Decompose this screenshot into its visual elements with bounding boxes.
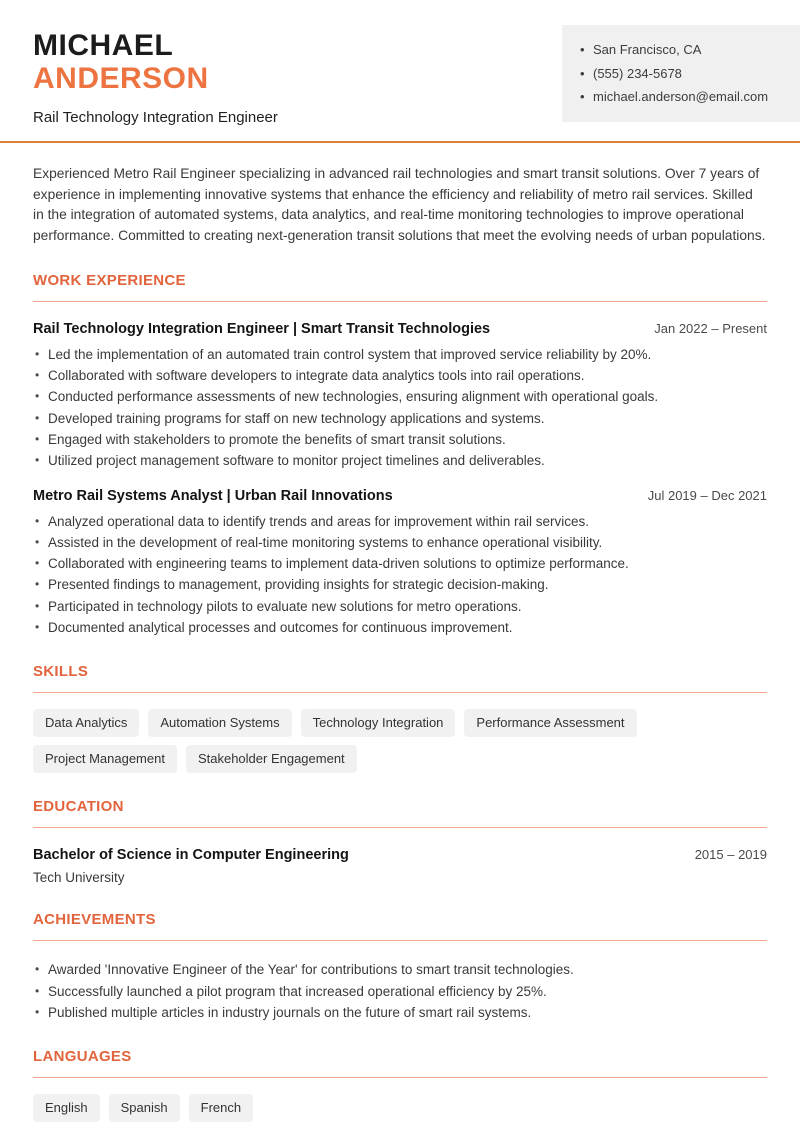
section-education <box>33 799 767 886</box>
job-entry <box>33 488 767 639</box>
bullet-item: • Analyzed operational data to identify trends and areas for improvement within rail services. <box>33 511 767 532</box>
bullet-item: • Collaborated with engineering teams to implement data-driven solutions to optimize performance. <box>33 553 767 574</box>
bullet-item: • Participated in technology pilots to evaluate new solutions for metro operations. <box>33 596 767 617</box>
first-name: MICHAEL <box>33 29 174 62</box>
bullet-item: • Led the implementation of an automated train control system that improved service reliability by 20%. <box>33 344 767 365</box>
language-tag: Spanish <box>109 1094 180 1122</box>
job-title: Rail Technology Integration Engineer | Smart Transit Technologies <box>33 320 491 337</box>
contact-card <box>562 25 800 122</box>
bullet-item: • Awarded 'Innovative Engineer of the Year' for contributions to smart transit technologies. <box>33 959 767 980</box>
skills-heading: SKILLS <box>33 664 767 693</box>
skill-tag: Automation Systems <box>148 709 291 737</box>
job-bullet-list <box>33 344 767 472</box>
bullet-item: • Successfully launched a pilot program that increased operational efficiency by 25%. <box>33 981 767 1002</box>
header-divider <box>0 141 800 143</box>
contact-list <box>580 38 784 109</box>
last-name: ANDERSON <box>33 62 209 95</box>
skill-tag: Project Management <box>33 745 177 773</box>
skill-tag: Data Analytics <box>33 709 139 737</box>
bullet-item: • Collaborated with software developers to integrate data analytics tools into rail operations. <box>33 365 767 386</box>
skills-pill-row <box>33 709 767 773</box>
school-name: Tech University <box>33 870 125 886</box>
bullet-item: • Utilized project management software to monitor project timelines and deliverables. <box>33 450 767 471</box>
education-entry <box>33 847 767 886</box>
job-entry-head <box>33 321 767 337</box>
section-skills <box>33 664 767 773</box>
language-tag: English <box>33 1094 100 1122</box>
bullet-item: • Presented findings to management, providing insights for strategic decision-making. <box>33 574 767 595</box>
resume-body <box>0 164 800 1122</box>
job-bullet-list <box>33 511 767 639</box>
bullet-item: • Developed training programs for staff on new technology applications and systems. <box>33 408 767 429</box>
education-dates: 2015 – 2019 <box>694 847 767 863</box>
job-entry <box>33 321 767 472</box>
section-achievements <box>33 912 767 1023</box>
section-work-experience <box>33 273 767 639</box>
job-headline: Rail Technology Integration Engineer <box>33 109 278 126</box>
job-dates: Jul 2019 – Dec 2021 <box>647 487 767 503</box>
contact-phone: • (555) 234-5678 <box>580 62 784 86</box>
degree-title: Bachelor of Science in Computer Engineering <box>33 847 349 864</box>
job-entry-head <box>33 488 767 504</box>
bullet-item: • Documented analytical processes and outcomes for continuous improvement. <box>33 617 767 638</box>
languages-pill-row <box>33 1094 767 1122</box>
education-entry-head <box>33 847 767 863</box>
work-experience-heading: WORK EXPERIENCE <box>33 273 767 302</box>
bullet-item: • Assisted in the development of real-time monitoring systems to enhance operational visibility. <box>33 532 767 553</box>
skill-tag: Stakeholder Engagement <box>186 745 357 773</box>
language-tag: French <box>189 1094 253 1122</box>
education-heading: EDUCATION <box>33 799 767 828</box>
section-languages <box>33 1049 767 1122</box>
achievements-heading: ACHIEVEMENTS <box>33 912 767 941</box>
skill-tag: Technology Integration <box>301 709 456 737</box>
skill-tag: Performance Assessment <box>464 709 636 737</box>
bullet-item: • Conducted performance assessments of new technologies, ensuring alignment with operational goals. <box>33 386 767 407</box>
resume-header <box>0 0 800 127</box>
bullet-item: • Engaged with stakeholders to promote the benefits of smart transit solutions. <box>33 429 767 450</box>
bullet-item: • Published multiple articles in industry journals on the future of smart rail systems. <box>33 1002 767 1023</box>
job-title: Metro Rail Systems Analyst | Urban Rail Innovations <box>33 487 393 504</box>
professional-summary: Experienced Metro Rail Engineer specializing in advanced rail technologies and smart transit solutions. Over 7 years of experience in implementing innovative systems that enhance the efficiency and reliability of metro rail services. Skilled in the integration of automated systems, data analytics, and real-time monitoring technologies to improve operational performance. Committed to creating next-generation transit solutions that meet the evolving needs of urban populations. <box>33 166 766 244</box>
contact-location: • San Francisco, CA <box>580 38 784 62</box>
achievements-list <box>33 959 767 1023</box>
languages-heading: LANGUAGES <box>33 1049 767 1078</box>
contact-email: • michael.anderson@email.com <box>580 85 784 109</box>
job-dates: Jan 2022 – Present <box>654 320 767 336</box>
name-block <box>33 25 278 127</box>
